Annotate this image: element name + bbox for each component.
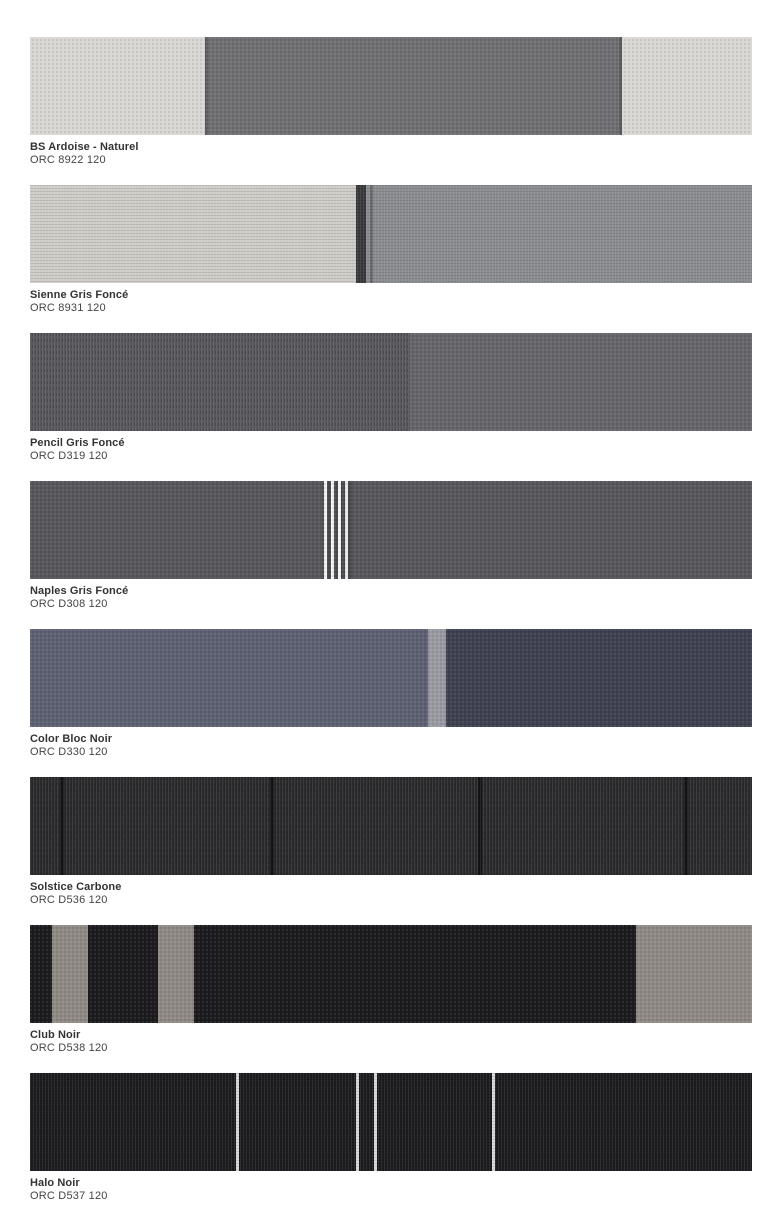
swatch-name: Pencil Gris Foncé (30, 437, 125, 449)
swatch-code: ORC D538 120 (30, 1042, 108, 1054)
swatch-code: ORC D536 120 (30, 894, 108, 906)
swatch-code: ORC D308 120 (30, 598, 108, 610)
swatch-code: ORC 8931 120 (30, 302, 106, 314)
swatch-entry (30, 333, 752, 481)
fabric-swatch-image (30, 37, 752, 135)
swatch-catalog (30, 37, 752, 1221)
swatch-code: ORC D319 120 (30, 450, 108, 462)
swatch-code: ORC D330 120 (30, 746, 108, 758)
swatch-name: Halo Noir (30, 1177, 80, 1189)
fabric-swatch-image (30, 925, 752, 1023)
swatch-name: BS Ardoise - Naturel (30, 141, 139, 153)
swatch-name: Naples Gris Foncé (30, 585, 129, 597)
fabric-swatch-image (30, 333, 752, 431)
swatch-name: Sienne Gris Foncé (30, 289, 129, 301)
swatch-entry (30, 37, 752, 185)
swatch-entry (30, 629, 752, 777)
swatch-code: ORC D537 120 (30, 1190, 108, 1202)
swatch-entry (30, 925, 752, 1073)
swatch-name: Solstice Carbone (30, 881, 122, 893)
fabric-swatch-image (30, 629, 752, 727)
fabric-swatch-image (30, 1073, 752, 1171)
swatch-code: ORC 8922 120 (30, 154, 106, 166)
fabric-swatch-image (30, 185, 752, 283)
swatch-entry (30, 1073, 752, 1221)
swatch-name: Club Noir (30, 1029, 81, 1041)
fabric-swatch-image (30, 481, 752, 579)
fabric-swatch-image (30, 777, 752, 875)
swatch-entry (30, 185, 752, 333)
swatch-entry (30, 481, 752, 629)
swatch-name: Color Bloc Noir (30, 733, 113, 745)
swatch-entry (30, 777, 752, 925)
